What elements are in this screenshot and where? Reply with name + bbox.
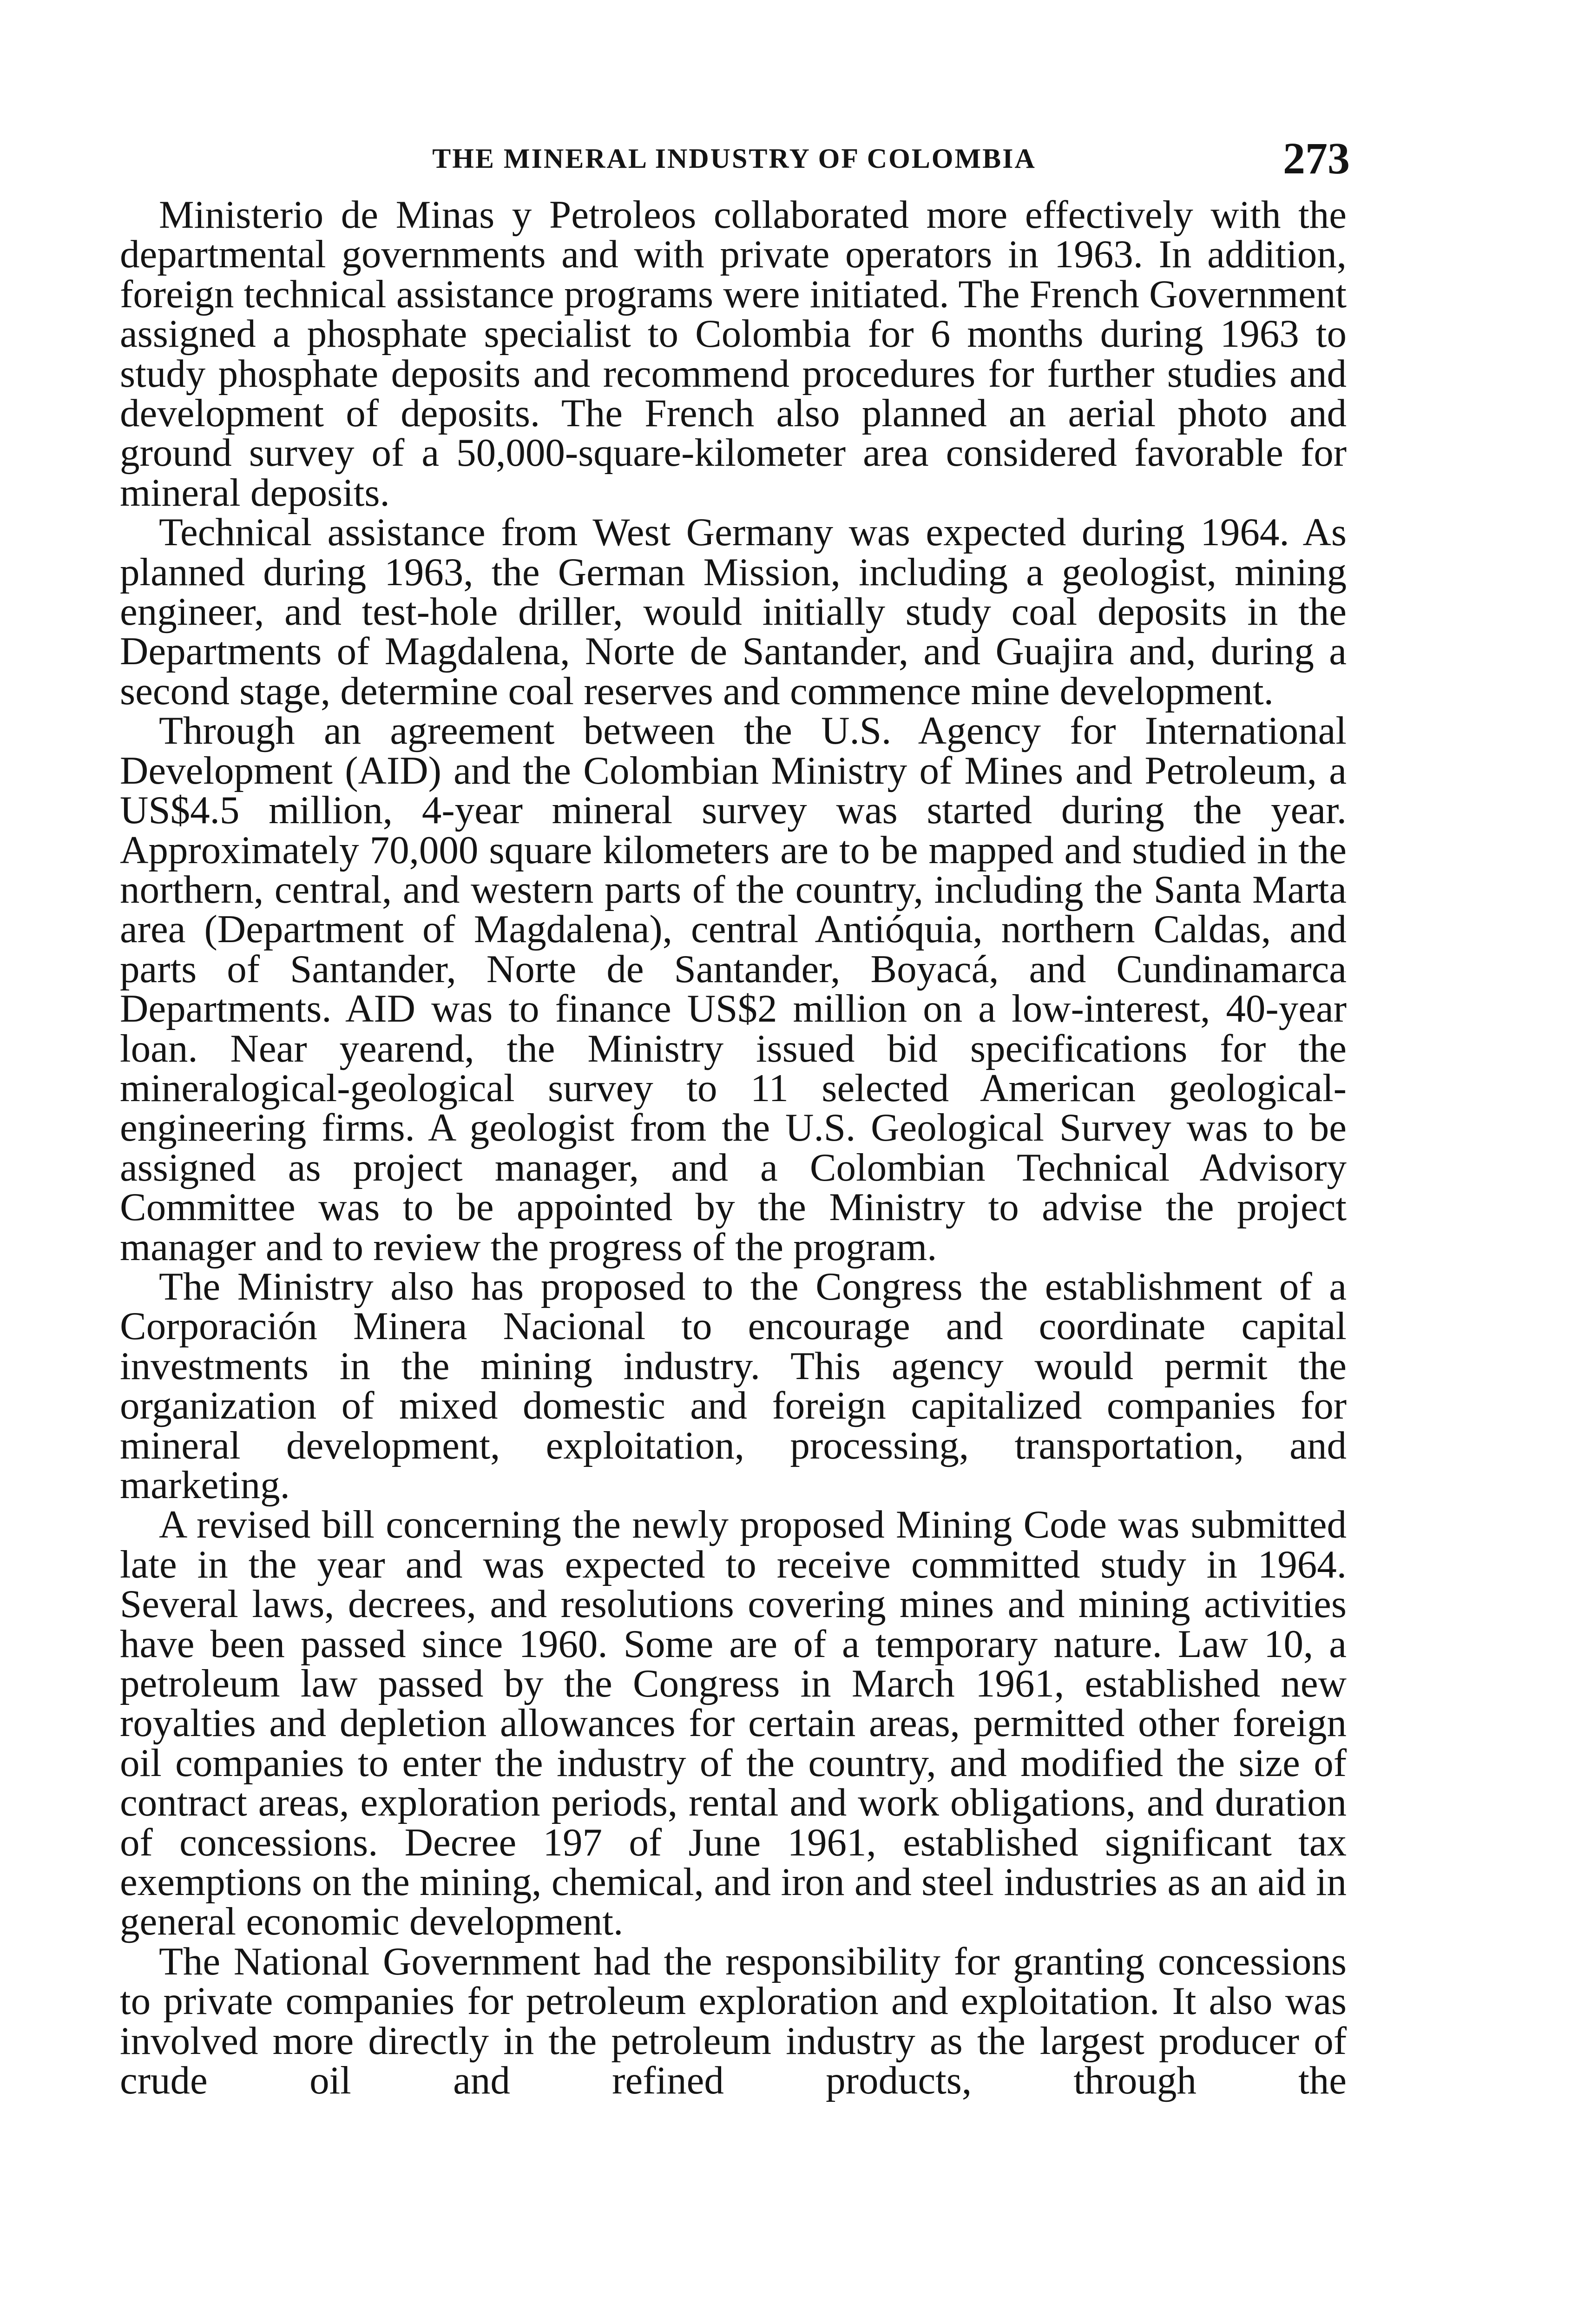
running-header <box>118 132 1350 184</box>
paragraph-national-government: The National Government had the responsibility for granting concessions to private companies for petroleum exploration and exploitation. It also was involved more directly in the petroleum industry as the largest producer of crude oil and refined products, through the <box>120 1939 1347 2103</box>
page-number: 273 <box>1283 133 1350 183</box>
paragraph-aid-mineral-survey: Through an agreement between the U.S. Agency for International Development (AID) and the Colombian Ministry of Mines and Petroleum, a US$4.5 million, 4-year mineral survey was started during the year. Approximately 70,000 square kilometers are to be mapped and studied in the northern, central, and western parts of the country, including the Santa Marta area (Department of Magdalena), central Antióquia, northern Caldas, and parts of Santander, Norte de Santander, Boyacá, and Cundinamarca Departments. AID was to finance US$2 million on a low-interest, 40-year loan. Near yearend, the Ministry issued bid specifications for the mineralogical-geological survey to 11 selected American geological-engineering firms. A geologist from the U.S. Geological Survey was to be assigned as project manager, and a Colombian Technical Advisory Committee was to be appointed by the Ministry to advise the project manager and to review the progress of the program. <box>120 709 1347 1269</box>
paragraph-corporacion-minera: The Ministry also has proposed to the Congress the establishment of a Corporación Minera Nacional to encourage and coordinate capital investments in the mining industry. This agency would permit the organization of mixed domestic and foreign capitalized companies for mineral development, exploitation, processing, transportation, and marketing. <box>120 1264 1347 1507</box>
running-title: THE MINERAL INDUSTRY OF COLOMBIA <box>432 143 1036 174</box>
paragraph-technical-assistance-programs: Ministerio de Minas y Petroleos collaborated more effectively with the departmental governments and with private operators in 1963. In addition, foreign technical assistance programs were initiated. The French Government assigned a phosphate specialist to Colombia for 6 months during 1963 to study phosphate deposits and recommend procedures for further studies and development of deposits. The French also planned an aerial photo and ground survey of a 50,000-square-kilometer area considered favorable for mineral deposits. <box>120 193 1347 515</box>
paragraph-west-germany-assistance: Technical assistance from West Germany was expected during 1964. As planned during 1963, the German Mission, including a geologist, mining engineer, and test-hole driller, would initially study coal deposits in the Departments of Magdalena, Norte de Santander, and Guajira and, during a second stage, determine coal reserves and commence mine development. <box>120 510 1347 713</box>
paragraph-mining-code: A revised bill concerning the newly proposed Mining Code was submitted late in the year and was expected to receive committed study in 1964. Several laws, decrees, and resolutions covering mines and mining activities have been passed since 1960. Some are of a temporary nature. Law 10, a petroleum law passed by the Congress in March 1961, established new royalties and depletion allowances for certain areas, permitted other foreign oil companies to enter the industry of the country, and modified the size of contract areas, exploration periods, rental and work obligations, and duration of concessions. Decree 197 of June 1961, established significant tax exemptions on the mining, chemical, and iron and steel industries as an aid in general economic development. <box>120 1503 1347 1944</box>
body-text <box>120 195 1347 2101</box>
